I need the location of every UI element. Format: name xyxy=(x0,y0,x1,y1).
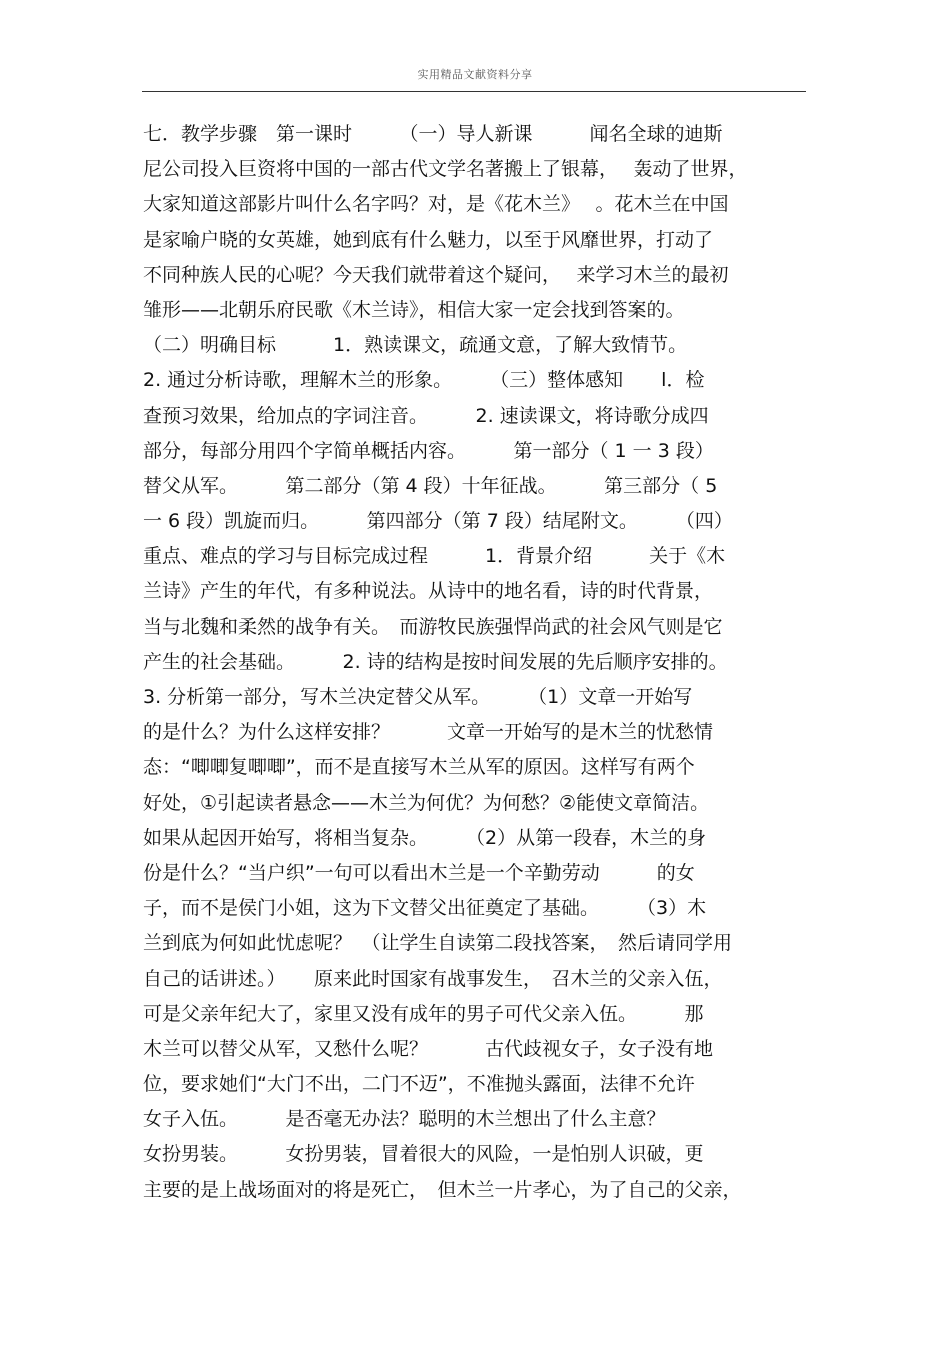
text-line: 兰到底为何如此忧虑呢？ （让学生自读第二段找答案， 然后请同学用 xyxy=(143,932,733,955)
text-line: 七．教学步骤 第一课时 （一）导人新课 闻名全球的迪斯 xyxy=(143,123,723,145)
text-line: 木兰可以替父从军，又愁什么呢？ 古代歧视女子，女子没有地 xyxy=(143,1037,714,1060)
text-line: 女扮男装。 女扮男装，冒着很大的风险，一是怕别人识破，更 xyxy=(143,1143,704,1166)
text-line: 好处，①引起读者悬念——木兰为何优？为何愁？②能使文章简洁。 xyxy=(143,791,710,814)
text-line: 2. 通过分析诗歌，理解木兰的形象。 （三）整体感知 l．检 xyxy=(143,369,705,392)
text-line: 的是什么？为什么这样安排？ 文章一开始写的是木兰的忧愁情 xyxy=(143,721,714,744)
text-line: 一 6 段）凯旋而归。 第四部分（第 7 段）结尾附文。 （四） xyxy=(143,510,733,533)
text-line: 子，而不是侯门小姐，这为下文替父出征奠定了基础。 （3）木 xyxy=(143,897,707,920)
document-body xyxy=(143,117,843,1208)
text-line: 尼公司投入巨资将中国的一部古代文学名著搬上了银幕， 轰动了世界， xyxy=(143,158,748,181)
text-line: 主要的是上战场面对的将是死亡， 但木兰一片孝心，为了自己的父亲， xyxy=(143,1178,742,1201)
text-line: 女子入伍。 是否毫无办法？聪明的木兰想出了什么主意？ xyxy=(143,1108,666,1131)
text-line: （二）明确目标 1．熟读课文，疏通文意，了解大致情节。 xyxy=(143,334,688,357)
text-line: 部分，每部分用四个字简单概括内容。 第一部分（ 1 一 3 段） xyxy=(143,439,714,462)
text-line: 替父从军。 第二部分（第 4 段）十年征战。 第三部分（ 5 xyxy=(143,474,718,497)
text-line: 兰诗》产生的年代，有多种说法。从诗中的地名看，诗的时代背景， xyxy=(143,580,714,603)
text-line: 位，要求她们“大门不出，二门不迈”，不准抛头露面，法律不允许 xyxy=(143,1073,695,1096)
text-line: 大家知道这部影片叫什么名字吗？对，是《花木兰》 。花木兰在中国 xyxy=(143,193,729,216)
text-line: 查预习效果，给加点的字词注音。 2. 速读课文，将诗歌分成四 xyxy=(143,404,709,427)
text-line: 是家喻户晓的女英雄，她到底有什么魅力，以至于风靡世界，打动了 xyxy=(143,228,714,251)
text-line: 雏形——北朝乐府民歌《木兰诗》，相信大家一定会找到答案的。 xyxy=(143,298,685,321)
text-line: 自己的话讲述。） 原来此时国家有战事发生， 召木兰的父亲入伍， xyxy=(143,967,723,990)
text-line: 3. 分析第一部分，写木兰决定替父从军。 （1）文章一开始写 xyxy=(143,686,693,708)
page-header-title: 实用精品文献资料分享 xyxy=(417,68,533,81)
text-line: 如果从起因开始写，将相当复杂。 （2）从第一段春，木兰的身 xyxy=(143,826,707,849)
text-line: 份是什么？“当户织”一句可以看出木兰是一个辛勤劳动 的女 xyxy=(143,861,695,884)
text-line: 可是父亲年纪大了，家里又没有成年的男子可代父亲入伍。 那 xyxy=(143,1002,704,1025)
text-line: 不同种族人民的心呢？今天我们就带着这个疑问， 来学习木兰的最初 xyxy=(143,263,729,286)
text-line: 重点、难点的学习与目标完成过程 1．背景介绍 关于《木 xyxy=(143,545,726,568)
text-line: 态：“唧唧复唧唧”，而不是直接写木兰从军的原因。这样写有两个 xyxy=(143,756,695,779)
header-divider xyxy=(142,91,806,92)
text-line: 产生的社会基础。 2. 诗的结构是按时间发展的先后顺序安排的。 xyxy=(143,650,728,673)
text-line: 当与北魏和柔然的战争有关。 而游牧民族强悍尚武的社会风气则是它 xyxy=(143,615,723,638)
